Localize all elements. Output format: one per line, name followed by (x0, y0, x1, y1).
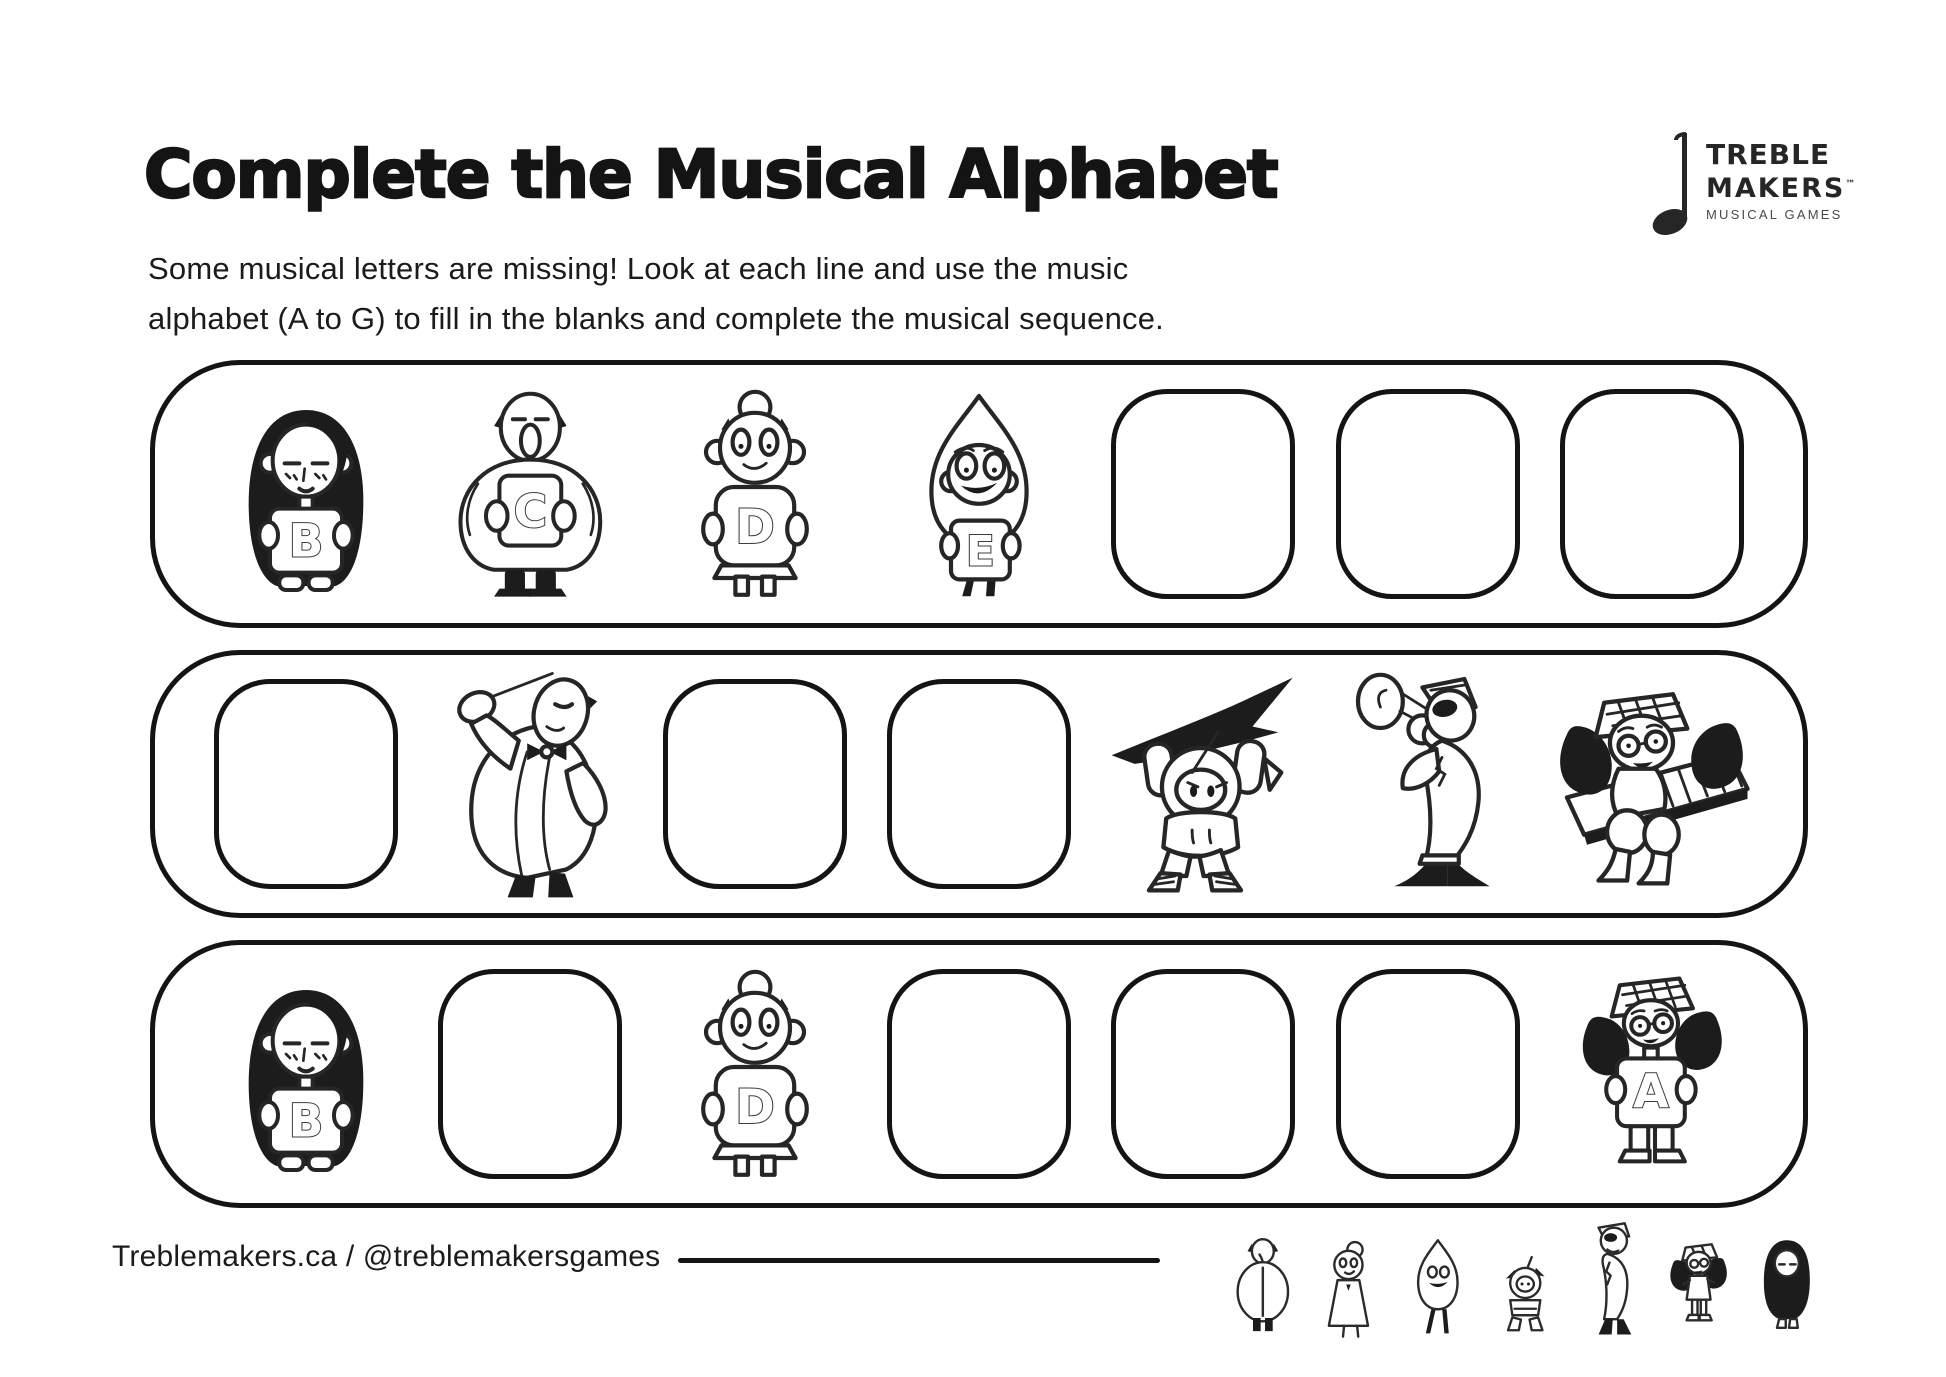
character-c-man-icon (443, 387, 618, 602)
mascot-hooded-kid-icon (1405, 1237, 1471, 1341)
mascot-drummer-icon (1493, 1255, 1558, 1341)
answer-cell (880, 969, 1078, 1179)
drummer-with-hat-icon (1103, 669, 1304, 899)
character-b-girl-icon (226, 974, 386, 1174)
logo-makers-text: MAKERS (1706, 173, 1846, 204)
character-cell-b (207, 974, 405, 1174)
answer-cell (1104, 389, 1302, 599)
mascot-bun-kid-icon (1318, 1241, 1383, 1341)
character-a-girl-icon (1571, 969, 1734, 1179)
mascot-curly-girl-icon (1666, 1241, 1731, 1341)
character-d-kid-icon (671, 969, 839, 1179)
logo-subtitle: MUSICAL GAMES (1706, 207, 1843, 222)
character-cell-a (1553, 969, 1751, 1179)
logo-line1: TREBLE (1706, 138, 1831, 171)
sequence-row-2 (150, 650, 1808, 918)
answer-cell (207, 679, 405, 889)
sequence-row-3 (150, 940, 1808, 1208)
character-cell-d (656, 389, 854, 599)
svg-text:B: B (288, 514, 324, 568)
svg-text:C: C (513, 484, 548, 538)
answer-box[interactable] (438, 969, 622, 1179)
answer-box[interactable] (214, 679, 398, 889)
character-cell-trumpeter (1329, 665, 1527, 903)
character-cell-e (880, 389, 1078, 599)
character-b-girl-icon (226, 394, 386, 594)
logo-tm: ™ (1845, 179, 1856, 190)
character-cell-b (207, 394, 405, 594)
answer-cell (1104, 969, 1302, 1179)
footer-divider (678, 1258, 1160, 1263)
mascot-strip (1230, 1219, 1819, 1341)
answer-cell (1553, 389, 1751, 599)
answer-box[interactable] (1111, 969, 1295, 1179)
answer-box[interactable] (1111, 389, 1295, 599)
answer-cell (1329, 969, 1527, 1179)
character-cell-drummer (1104, 669, 1302, 899)
character-cell-xylophonist (1553, 677, 1751, 892)
instructions-line-2: alphabet (A to G) to fill in the blanks and complete the musical sequence. (148, 301, 1164, 336)
mascot-big-man-icon (1230, 1237, 1296, 1341)
svg-text:D: D (734, 1080, 775, 1135)
answer-box[interactable] (1336, 969, 1520, 1179)
mascot-trumpeter-icon (1579, 1219, 1644, 1341)
page-title: Complete the Musical Alphabet (144, 136, 1278, 213)
character-cell-d (656, 969, 854, 1179)
trumpeter-icon (1344, 665, 1512, 903)
svg-text:B: B (288, 1094, 324, 1148)
xylophone-girl-icon (1544, 677, 1759, 892)
quarter-note-icon (1648, 130, 1700, 242)
instructions-line-1: Some musical letters are missing! Look at each line and use the music (148, 251, 1129, 286)
character-e-hooded-icon (895, 389, 1063, 599)
svg-text:D: D (734, 500, 775, 555)
mascot-long-hair-girl-icon (1754, 1237, 1820, 1341)
answer-box[interactable] (663, 679, 847, 889)
sequence-rows (150, 360, 1808, 1230)
conductor-icon (432, 665, 628, 903)
answer-box[interactable] (887, 969, 1071, 1179)
svg-text:E: E (966, 526, 995, 576)
sequence-row-1 (150, 360, 1808, 628)
character-cell-c (431, 387, 629, 602)
character-cell-conductor (431, 665, 629, 903)
character-d-kid-icon (671, 389, 839, 599)
svg-text:A: A (1632, 1064, 1669, 1119)
answer-box[interactable] (1336, 389, 1520, 599)
footer-credit: Treblemakers.ca / @treblemakersgames (112, 1240, 661, 1273)
answer-box[interactable] (1560, 389, 1744, 599)
treblemakers-logo (1648, 130, 1855, 242)
logo-line2 (1706, 170, 1855, 204)
answer-box[interactable] (887, 679, 1071, 889)
answer-cell (656, 679, 854, 889)
instructions (148, 244, 1164, 344)
answer-cell (880, 679, 1078, 889)
answer-cell (431, 969, 629, 1179)
answer-cell (1329, 389, 1527, 599)
